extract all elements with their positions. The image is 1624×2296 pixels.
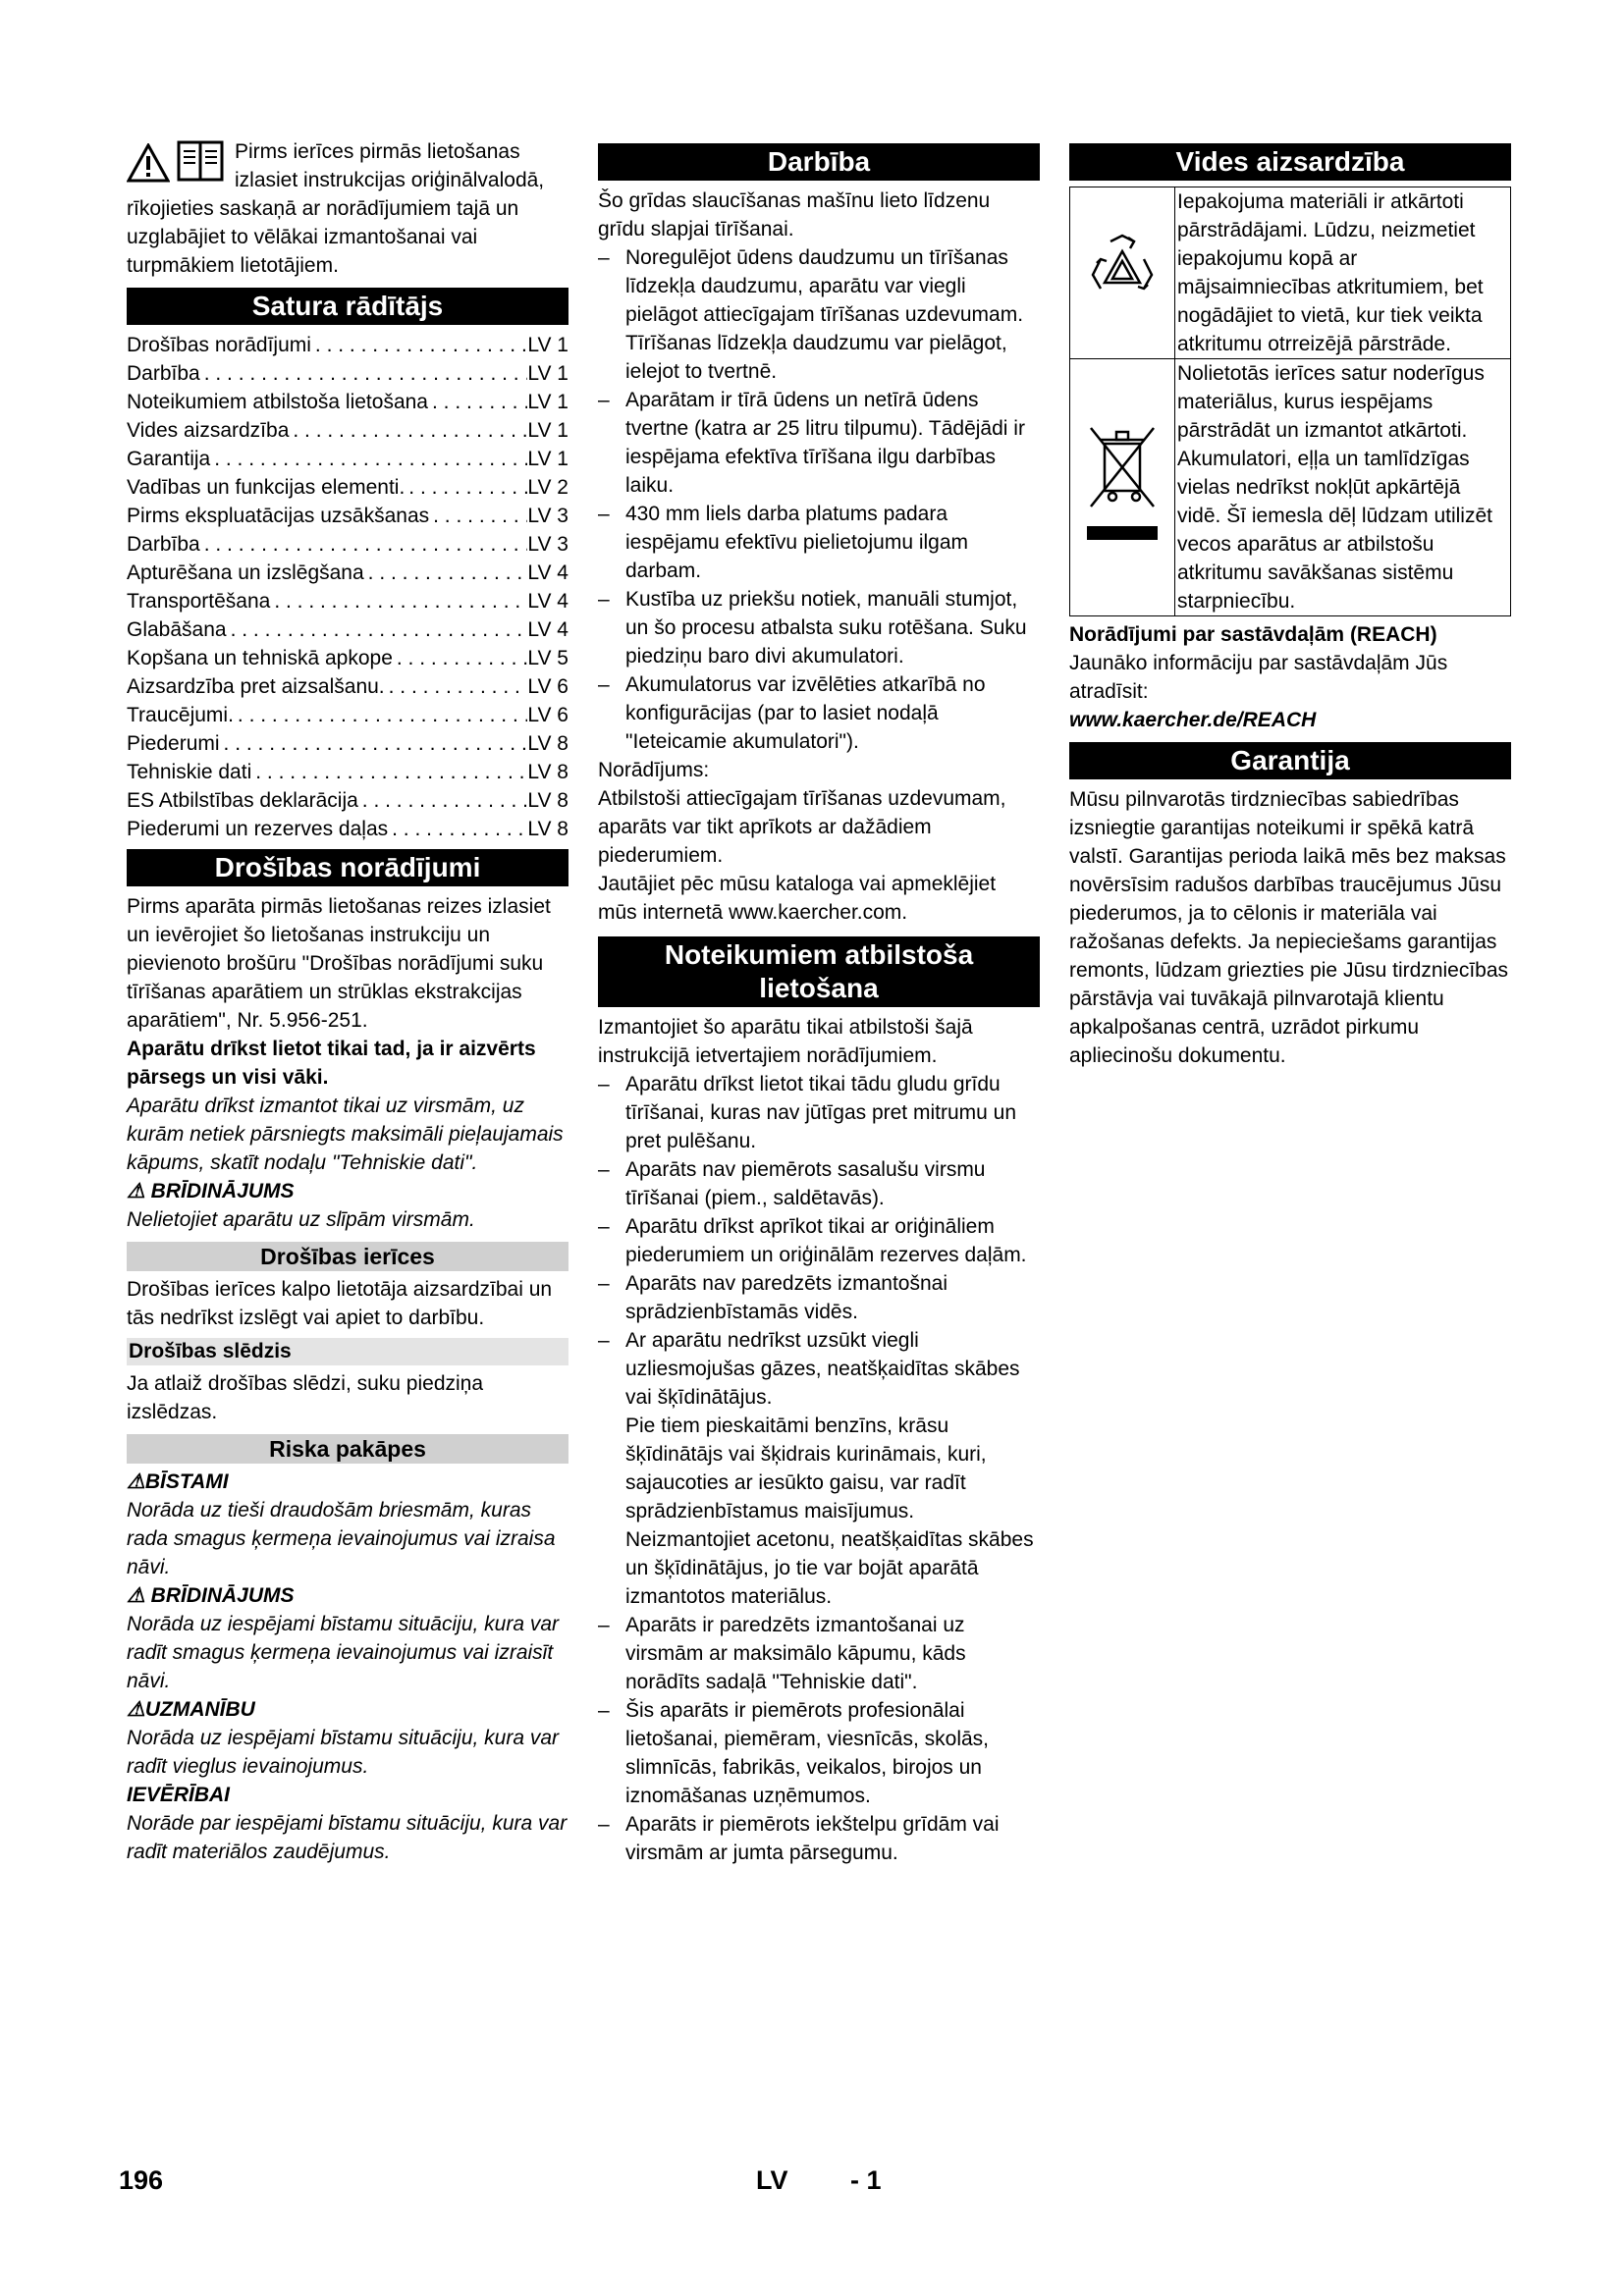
toc-item[interactable] [127, 530, 568, 559]
risk-level-text: Norāda uz iespējami bīstamu situāciju, kura var radīt smagus ķermeņa ievainojumus vai izraisīt nāvi. [127, 1613, 560, 1692]
environment-icon-cell [1070, 187, 1175, 359]
toc-item-label: Glabāšana [127, 618, 227, 641]
risk-levels-list [127, 1468, 568, 1866]
toc-item[interactable] [127, 758, 568, 786]
risk-level-label: ⚠ BRĪDINĀJUMS [127, 1584, 295, 1607]
toc-item-label: Drošības norādījumi [127, 334, 311, 356]
list-item-subtext: Tīrīšanas līdzekļa daudzumu var pielāgot, ielejot to tvertnē. [625, 332, 1007, 383]
list-item [598, 243, 1040, 329]
list-item [598, 1070, 1040, 1155]
toc-item-page: LV 4 [527, 590, 568, 613]
toc-item[interactable] [127, 388, 568, 416]
toc-leader-dots [428, 388, 527, 416]
toc-item-page: LV 1 [527, 334, 568, 356]
toc-item-page: LV 2 [527, 476, 568, 499]
toc-title: Satura rādītājs [127, 288, 568, 325]
toc-item-label: Garantija [127, 448, 211, 470]
book-icon [176, 139, 225, 183]
list-item-text: Akumulatorus var izvēlēties atkarībā no konfigurācijas (par to lasiet nodaļā "Ieteicamie akumulatori"). [625, 673, 986, 753]
toc-item-label: Apturēšana un izslēgšana [127, 561, 364, 584]
environment-text: Nolietotās ierīces satur noderīgus materiālus, kurus iespējams pārstrādāt un izmantot atkārtoti. Akumulatori, eļļa un tamlīdzīgas vielas nedrīkst nokļūt apkārtējā vidē. Šī iemesla dēļ lūdzam utilizēt vecos aparātus ar atbilstošu atkritumu savākšanas sistēmu starpniecību. [1175, 359, 1511, 616]
toc-item[interactable] [127, 559, 568, 587]
list-item-text: Noregulējot ūdens daudzumu un tīrīšanas līdzekļa daudzumu, aparātu var viegli pielāgot attiecīgajam tīrīšanas uzdevumam. [625, 246, 1024, 326]
toc-leader-dots [393, 644, 527, 672]
list-item [598, 1326, 1040, 1412]
toc-item-label: Tehniskie dati [127, 761, 252, 783]
risk-level-text: Norāda uz tieši draudošām briesmām, kuras rada smagus ķermeņa ievainojumus vai izraisa nāvi. [127, 1499, 556, 1578]
toc-leader-dots [220, 729, 528, 758]
toc-item-page: LV 5 [527, 647, 568, 669]
list-item-text: Kustība uz priekšu notiek, manuāli stumjot, un šo procesu atbalsta suku rotēšana. Suku piedziņu baro divi akumulatori. [625, 588, 1027, 667]
list-item-text: Aparātu drīkst aprīkot tikai ar oriģināliem piederumiem un oriģinālām rezerves daļām. [625, 1215, 1027, 1266]
toc-item[interactable] [127, 445, 568, 473]
toc-item-label: Pirms ekspluatācijas uzsākšanas [127, 505, 430, 527]
list-item [598, 1611, 1040, 1696]
environment-row [1070, 359, 1511, 616]
list-item-text: Aparāts nav paredzēts izmantošnai sprādzienbīstamās vidēs. [625, 1272, 948, 1323]
footer-page-number: 196 [119, 2165, 164, 2195]
warning-triangle-icon [127, 143, 170, 183]
intended-use-intro: Izmantojiet šo aparātu tikai atbilstoši šajā instrukcijā ietvertajiem norādījumiem. [598, 1016, 973, 1067]
list-item [598, 500, 1040, 585]
warning-label: ⚠ BRĪDINĀJUMS [127, 1180, 295, 1202]
toc-leader-dots [388, 815, 527, 843]
toc-item[interactable] [127, 815, 568, 843]
list-item-text: Aparāts ir piemērots iekštelpu grīdām vai virsmām ar jumta pārsegumu. [625, 1813, 1000, 1864]
safety-slope-note: Aparātu drīkst izmantot tikai uz virsmām, uz kurām netiek pārsniegts maksimāli pieļaujamais kāpums, skatīt nodaļu "Tehniskie dati". [127, 1095, 564, 1174]
toc-leader-dots [405, 473, 527, 502]
toc-item[interactable] [127, 587, 568, 615]
toc-item[interactable] [127, 644, 568, 672]
toc-item[interactable] [127, 473, 568, 502]
list-item-text: Šis aparāts ir piemērots profesionālai lietošanai, piemēram, viesnīcās, skolās, slimnīcās, fabrikās, veikalos, birojos un iznomāšanas uzņēmumos. [625, 1699, 989, 1807]
intended-use-list [598, 1070, 1040, 1867]
risk-levels-title: Riska pakāpes [127, 1434, 568, 1464]
toc-item-label: Aizsardzība pret aizsalšanu. [127, 675, 385, 698]
footer-language: LV [756, 2165, 788, 2195]
list-item [598, 670, 1040, 756]
toc-item-page: LV 1 [527, 391, 568, 413]
toc-item-label: Kopšana un tehniskā apkope [127, 647, 393, 669]
intended-use-title [598, 936, 1040, 1007]
crossed-bin-icon [1083, 420, 1162, 548]
toc-item[interactable] [127, 701, 568, 729]
operation-note-label: Norādījums: [598, 759, 710, 781]
toc-item-page: LV 1 [527, 448, 568, 470]
reach-link[interactable]: www.kaercher.de/REACH [1069, 709, 1317, 731]
toc-item[interactable] [127, 331, 568, 359]
toc-leader-dots [364, 559, 528, 587]
toc-leader-dots [311, 331, 527, 359]
toc-leader-dots [200, 359, 528, 388]
environment-title: Vides aizsardzība [1069, 143, 1511, 181]
safety-intro: Pirms aparāta pirmās lietošanas reizes izlasiet un ievērojiet šo lietošanas instrukciju un pievienoto brošūru "Drošības norādījumi suku tīrīšanas aparātiem un strūklas ekstrakcijas aparātiem", Nr. 5.956-251. [127, 895, 551, 1032]
list-item-text: Aparāts ir paredzēts izmantošanai uz virsmām ar maksimālo kāpumu, kāds norādīts sadaļā "Tehniskie dati". [625, 1614, 966, 1693]
toc-leader-dots [210, 445, 527, 473]
list-item [598, 1155, 1040, 1212]
safety-switch-text: Ja atlaiž drošības slēdzi, suku piedziņa izslēdzas. [127, 1372, 484, 1423]
toc-item[interactable] [127, 729, 568, 758]
risk-level-label: IEVĒRĪBAI [127, 1784, 231, 1806]
toc-leader-dots [200, 530, 528, 559]
risk-level-label: ⚠BĪSTAMI [127, 1470, 229, 1493]
risk-level-text: Norāda uz iespējami bīstamu situāciju, kura var radīt vieglus ievainojumus. [127, 1727, 560, 1778]
safety-cover-note: Aparātu drīkst lietot tikai tad, ja ir aizvērts pārsegs un visi vāki. [127, 1038, 536, 1089]
operation-note-text: Atbilstoši attiecīgajam tīrīšanas uzdevumam, aparāts var tikt aprīkots ar dažādiem piederumiem. [598, 787, 1006, 867]
environment-text: Iepakojuma materiāli ir atkārtoti pārstrādājami. Lūdzu, neizmetiet iepakojumu kopā ar mājsaimniecības atkritumiem, bet nogādājiet to vietā, kur tiek veikta atkritumu otrreizējā pārstrāde. [1175, 187, 1511, 359]
toc-leader-dots [358, 786, 528, 815]
column-left [127, 137, 568, 1866]
toc-item-page: LV 1 [527, 419, 568, 442]
list-item-text: Aparātu drīkst lietot tikai tādu gludu grīdu tīrīšanai, kuras nav jūtīgas pret mitrumu un pret pulēšanu. [625, 1073, 1017, 1152]
toc-item-label: Traucējumi. [127, 704, 234, 726]
operation-note-text-2: Jautājiet pēc mūsu kataloga vai apmeklējiet mūs internetā www.kaercher.com. [598, 873, 997, 924]
list-item-text: Ar aparātu nedrīkst uzsūkt viegli uzliesmojušas gāzes, neatšķaidītas skābes vai šķīdinātājus. [625, 1329, 1020, 1409]
recycle-icon [1083, 232, 1162, 306]
toc-item-page: LV 4 [527, 618, 568, 641]
risk-level-text: Norāde par iespējami bīstamu situāciju, kura var radīt materiālos zaudējumus. [127, 1812, 568, 1863]
toc-item-label: Piederumi [127, 732, 220, 755]
list-item [598, 1696, 1040, 1810]
toc-item[interactable] [127, 672, 568, 701]
column-right [1069, 137, 1511, 1070]
list-item [598, 1810, 1040, 1867]
column-middle [598, 137, 1040, 1867]
operation-list [598, 243, 1040, 756]
toc-item-label: Vides aizsardzība [127, 419, 290, 442]
warning-text: Nelietojiet aparātu uz slīpām virsmām. [127, 1208, 475, 1231]
toc-item-label: Piederumi un rezerves daļas [127, 818, 389, 840]
list-item [598, 1269, 1040, 1326]
intro-block [127, 137, 568, 280]
toc-item-label: Noteikumiem atbilstoša lietošana [127, 391, 428, 413]
toc-item-page: LV 8 [527, 732, 568, 755]
toc-item[interactable] [127, 786, 568, 815]
reach-title: Norādījumi par sastāvdaļām (REACH) [1069, 623, 1437, 646]
toc-leader-dots [270, 587, 527, 615]
toc-item[interactable] [127, 416, 568, 445]
list-item [598, 1212, 1040, 1269]
toc-item-page: LV 1 [527, 362, 568, 385]
toc-item-label: Darbība [127, 362, 200, 385]
toc-item-label: Transportēšana [127, 590, 271, 613]
toc-leader-dots [234, 701, 527, 729]
list-item-text: Aparāts nav piemērots sasalušu virsmu tīrīšanai (piem., saldētavās). [625, 1158, 986, 1209]
toc-leader-dots [251, 758, 527, 786]
environment-icon-cell [1070, 359, 1175, 616]
toc-item-page: LV 3 [527, 505, 568, 527]
toc-item[interactable] [127, 502, 568, 530]
toc-leader-dots [385, 672, 528, 701]
table-of-contents [127, 331, 568, 843]
intended-use-title-text: Noteikumiem atbilstoša lietošana [664, 939, 974, 1003]
toc-item-label: ES Atbilstības deklarācija [127, 789, 358, 812]
list-item-text: Aparātam ir tīrā ūdens un netīrā ūdens tvertne (katra ar 25 litru tilpumu). Tādējādi ir iespējama efektīva tīrīšana ilgu darbības laiku. [625, 389, 1025, 497]
toc-item-page: LV 4 [527, 561, 568, 584]
toc-item-label: Darbība [127, 533, 200, 556]
list-item-text: 430 mm liels darba platums padara iespējamu efektīvu pielietojumu ilgam darbam. [625, 503, 969, 582]
reach-text: Jaunāko informāciju par sastāvdaļām Jūs atradīsit: [1069, 652, 1448, 703]
warranty-title: Garantija [1069, 742, 1511, 779]
risk-level-label: ⚠UZMANĪBU [127, 1698, 255, 1721]
safety-switch-title: Drošības slēdzis [127, 1338, 568, 1365]
toc-item-page: LV 3 [527, 533, 568, 556]
toc-item-label: Vadības un funkcijas elementi. [127, 476, 406, 499]
operation-intro: Šo grīdas slaucīšanas mašīnu lieto līdzenu grīdu slapjai tīrīšanai. [598, 189, 991, 240]
toc-leader-dots [429, 502, 527, 530]
list-item [598, 585, 1040, 670]
toc-item[interactable] [127, 359, 568, 388]
safety-title: Drošības norādījumi [127, 849, 568, 886]
environment-table [1069, 187, 1511, 616]
operation-title: Darbība [598, 143, 1040, 181]
toc-item-page: LV 8 [527, 789, 568, 812]
environment-row [1070, 187, 1511, 359]
toc-leader-dots [227, 615, 528, 644]
intro-text: Pirms ierīces pirmās lietošanas izlasiet instrukcijas oriģinālvalodā, rīkojieties saskaņā ar norādījumiem tajā un uzglabājiet to vēlākai izmantošanai vai turpmākiem lietotājiem. [127, 140, 545, 277]
toc-item[interactable] [127, 615, 568, 644]
toc-item-page: LV 8 [527, 761, 568, 783]
safety-devices-title: Drošības ierīces [127, 1242, 568, 1271]
toc-item-page: LV 8 [527, 818, 568, 840]
toc-item-page: LV 6 [527, 675, 568, 698]
footer-section-page: - 1 [850, 2165, 882, 2195]
toc-leader-dots [289, 416, 527, 445]
warranty-text: Mūsu pilnvarotās tirdzniecības sabiedrības izsniegtie garantijas noteikumi ir spēkā katrā valstī. Garantijas perioda laikā mēs bez maksas novērsīsim radušos darbības traucējumus Jūsu piederumos, ja to cēlonis ir materiāla vai ražošanas defekts. Ja nepieciešams garantijas remonts, lūdzam griezties pie Jūsu tirdzniecības pārstāvja vai tuvākajā pilnvarotajā klientu apkalpošanas centrā, uzrādot pirkumu apliecinošu dokumentu. [1069, 788, 1509, 1067]
intro-icons [127, 137, 235, 194]
list-item-subtext: Pie tiem pieskaitāmi benzīns, krāsu šķīdinātājs vai šķidrais kurināmais, kuri, sajaucoties ar iesūkto gaisu, var radīt sprādzienbīstamus maisījumus. Neizmantojiet acetonu, neatšķaidītas skābes un šķīdinātājus, jo tie var bojāt aparātā izmantotos materiālus. [625, 1415, 1034, 1608]
list-item [598, 386, 1040, 500]
toc-item-page: LV 6 [527, 704, 568, 726]
safety-devices-text: Drošības ierīces kalpo lietotāja aizsardzībai un tās nedrīkst izslēgt vai apiet to darbību. [127, 1278, 553, 1329]
